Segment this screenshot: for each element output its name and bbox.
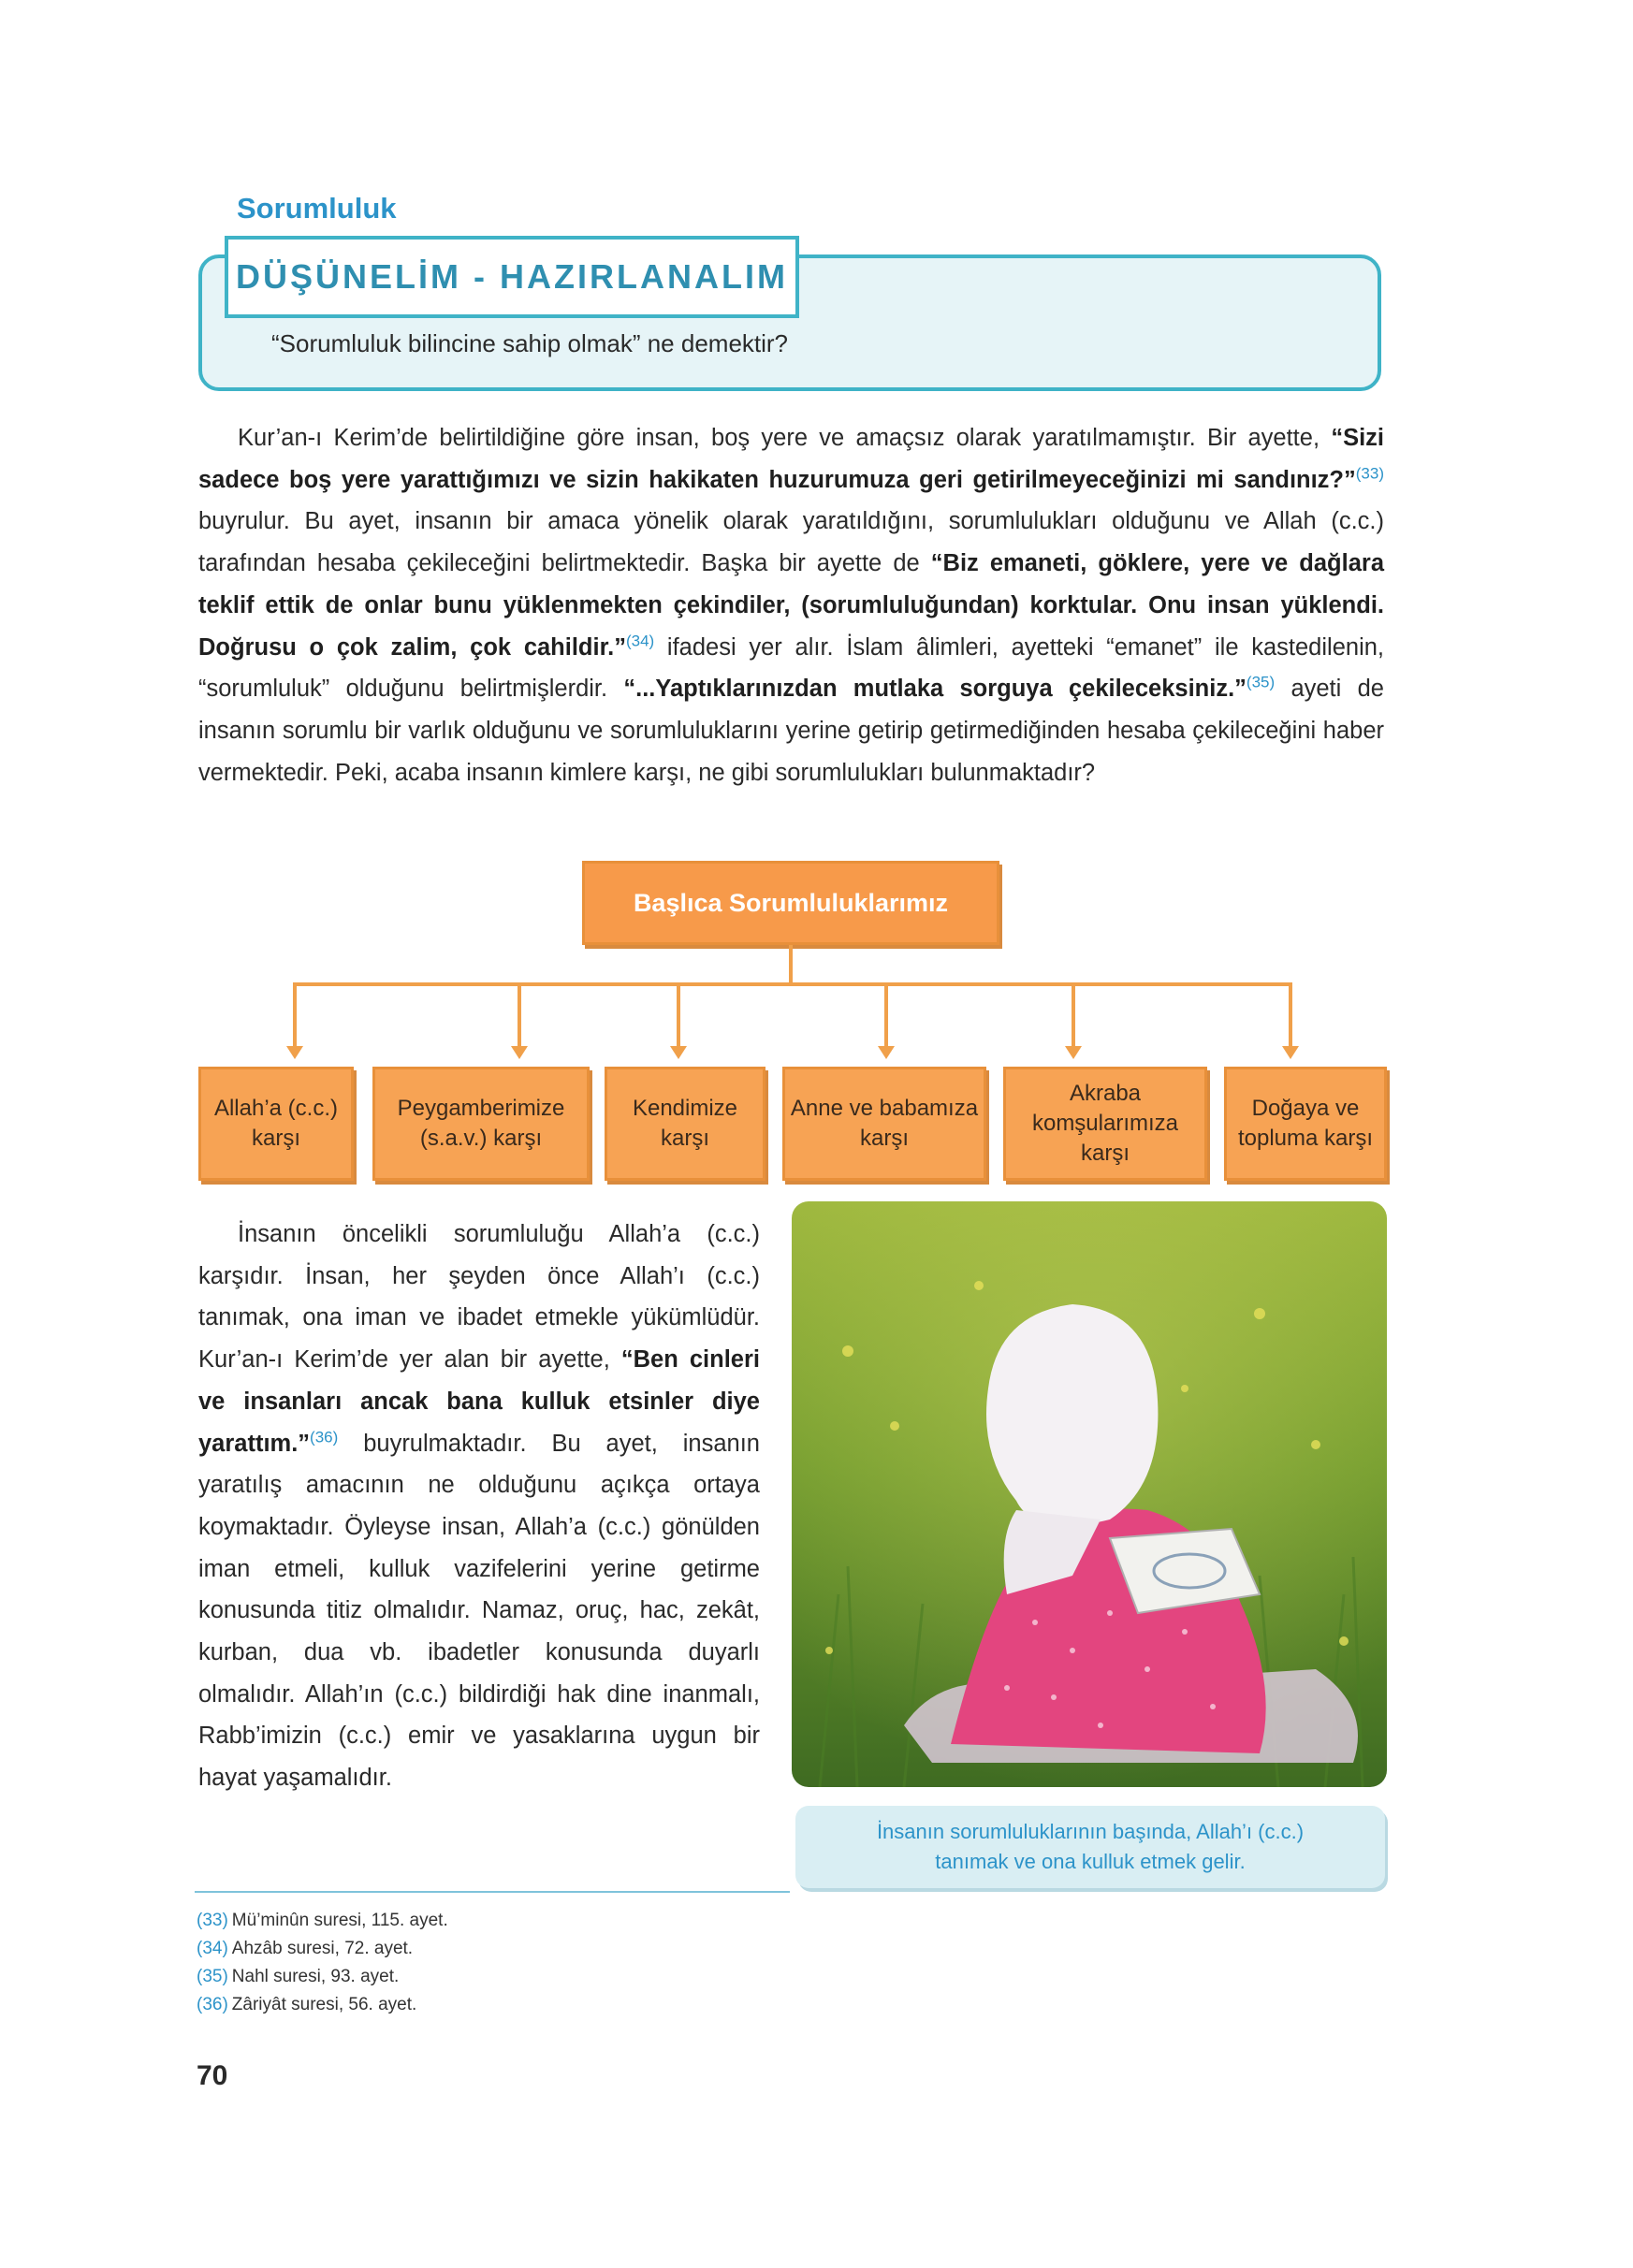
footnote-text: Mü’minûn suresi, 115. ayet.: [231, 1911, 448, 1930]
text-run: Kur’an-ı Kerim’de belirtildiğine göre insan, boş yere ve amaçsız olarak yaratılmamıştır. Bir ayette,: [238, 425, 1332, 451]
arrow-down-icon: [878, 1046, 895, 1059]
footnote-ref: (33): [1355, 464, 1384, 483]
responsibility-box: Allah’a (c.c.) karşı: [198, 1067, 354, 1181]
footnote-text: Ahzâb suresi, 72. ayet.: [231, 1939, 414, 1958]
arrow-down-icon: [1282, 1046, 1299, 1059]
responsibility-box: Doğaya ve topluma karşı: [1224, 1067, 1387, 1181]
verse-quote: “Sizi sadece boş yere yarattığımızı ve sizin hakikaten huzurumuza geri getirilmeyeceğinizi mi sandınız?”: [198, 425, 1384, 493]
footnote-ref: (35): [1246, 673, 1276, 691]
connector-line: [1072, 982, 1075, 1050]
text-run: ayeti de insanın sorumlu bir varlık olduğunu ve sorumluluklarını yerine getirip getirmediğinden hesaba çekileceğini haber vermektedir. Peki, acaba insanın kimlere karşı, ne gibi sorumlulukları bulunmaktadır?: [198, 676, 1384, 786]
footnote-ref: (36): [310, 1428, 339, 1447]
connector-line: [884, 982, 888, 1050]
caption-line: tanımak ve ona kulluk etmek gelir.: [935, 1850, 1246, 1873]
responsibility-box: Kendimize karşı: [605, 1067, 765, 1181]
connector-line: [677, 982, 680, 1050]
arrow-down-icon: [1065, 1046, 1082, 1059]
footnote: [197, 1935, 448, 1963]
page-number: 70: [197, 2060, 228, 2091]
diagram-title-box: Başlıca Sorumluluklarımız: [582, 861, 999, 945]
photo-caption: [795, 1806, 1385, 1888]
connector-line: [789, 945, 793, 984]
responsibility-box: Anne ve babamıza karşı: [782, 1067, 986, 1181]
intro-paragraph: [198, 417, 1384, 793]
footnote-text: Zâriyât suresi, 56. ayet.: [231, 1995, 417, 2014]
footnote: [197, 1907, 448, 1935]
verse-quote: “...Yaptıklarınızdan mutlaka sorguya çekileceksiniz.”: [623, 676, 1247, 703]
text-run: İnsanın öncelikli sorumluluğu Allah’a (c.c.) karşıdır. İnsan, her şeyden önce Allah’ı (c.c.) tanımak, ona iman ve ibadet etmekle yükümlüdür. Kur’an-ı Kerim’de yer alan bir ayette,: [198, 1221, 760, 1374]
footnote-number: (35): [197, 1967, 228, 1986]
connector-line: [1289, 982, 1292, 1050]
footnote: [197, 1991, 448, 2019]
footnote-number: (36): [197, 1995, 228, 2014]
think-box-heading: DÜŞÜNELİM - HAZIRLANALIM: [225, 236, 799, 318]
footnote-number: (34): [197, 1939, 228, 1958]
connector-line: [518, 982, 521, 1050]
verse-quote: “Biz emaneti, göklere, yere ve dağlara teklif ettik de onlar bunu yüklenmekten çekindiler, (sorumluluğundan) korktular. Onu insan yüklendi. Doğrusu o çok zalim, çok cahildir.”: [198, 550, 1384, 661]
section-title: Sorumluluk: [237, 192, 397, 225]
text-run: buyrulmaktadır. Bu ayet, insanın yaratılış amacının ne olduğunu açıkça ortaya koymaktadır. Öyleyse insan, Allah’a (c.c.) gönülden iman etmeli, kulluk vazifelerini yerine getirme konusunda titiz olmalıdır. Namaz, oruç, hac, zekât, kurban, dua vb. ibadetler konusunda duyarlı olmalıdır. Allah’ın (c.c.) bildirdiği hak dine inanmalı, Rabb’imizin (c.c.) emir ve yasaklarına uygun bir hayat yaşamalıdır.: [198, 1430, 760, 1792]
connector-line: [293, 982, 1290, 986]
think-box-question: “Sorumluluk bilincine sahip olmak” ne demektir?: [271, 329, 789, 357]
caption-line: İnsanın sorumluluklarının başında, Allah’ı (c.c.): [876, 1820, 1305, 1843]
footnote: [197, 1963, 448, 1991]
body-paragraph: [198, 1214, 760, 1799]
footnote-divider: [195, 1891, 790, 1893]
photo-girl-reading: [792, 1201, 1387, 1787]
responsibility-box: Akraba komşularımıza karşı: [1003, 1067, 1207, 1181]
footnote-ref: (34): [625, 632, 655, 650]
verse-quote: “Ben cinleri ve insanları ancak bana kulluk etsinler diye yarattım.”: [198, 1346, 760, 1457]
text-run: buyrulur. Bu ayet, insanın bir amaca yönelik olarak yaratıldığını, sorumlulukları olduğunu ve Allah (c.c.) tarafından hesaba çekileceğini belirtmektedir. Başka bir ayette de: [198, 508, 1384, 577]
footnote-text: Nahl suresi, 93. ayet.: [231, 1967, 400, 1986]
responsibility-box: Peygamberimize (s.a.v.) karşı: [372, 1067, 590, 1181]
footnotes: [197, 1907, 448, 2019]
connector-line: [293, 982, 297, 1050]
arrow-down-icon: [286, 1046, 303, 1059]
arrow-down-icon: [511, 1046, 528, 1059]
text-run: ifadesi yer alır. İslam âlimleri, ayetteki “emanet” ile kastedilenin, “sorumluluk” olduğunu belirtmişlerdir.: [198, 633, 1384, 703]
footnote-number: (33): [197, 1911, 228, 1930]
arrow-down-icon: [670, 1046, 687, 1059]
